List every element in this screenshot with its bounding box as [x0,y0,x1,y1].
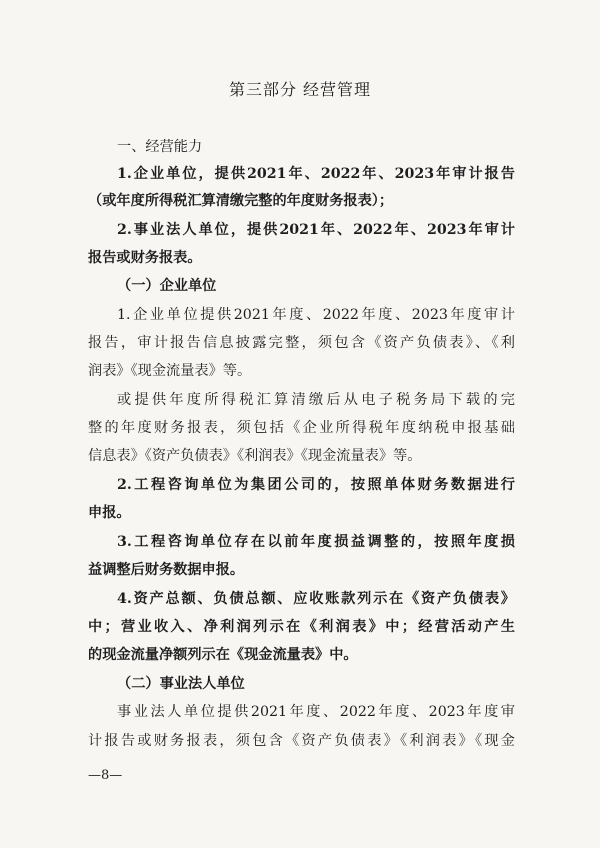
text-line: 报告，审计报告信息披露完整，须包含《资产负债表》、《利 [88,335,515,351]
section-heading: 一、经营能力 [117,139,203,155]
text-line: 报告或财务报表。 [88,250,202,266]
text-line: 信息表》《资产负债表》《利润表》《现金流量表》等。 [88,448,422,464]
text-line: 或提供年度所得税汇算清缴后从电子税务局下载的完 [117,392,515,408]
subsection-heading: （一）企业单位 [117,278,217,294]
text-line: （或年度所得税汇算清缴完整的年度财务报表）； [88,193,394,209]
text-line: 4.资产总额、负债总额、应收账款列示在《资产负债表》 [117,591,515,607]
text-line: 2.事业法人单位，提供2021年、2022年、2023年审计 [117,222,515,238]
text-line: 1.企业单位提供2021年度、2022年度、2023年度审计 [117,307,515,323]
text-line: 3.工程咨询单位存在以前年度损益调整的，按照年度损 [117,534,515,550]
page-title: 第三部分 经营管理 [228,80,372,99]
text-line: 的现金流量净额列示在《现金流量表》中。 [88,647,358,663]
text-line: 1.企业单位，提供2021年、2022年、2023年审计报告 [117,166,515,182]
text-line: 中；营业收入、净利润列示在《利润表》中；经营活动产生 [88,619,515,635]
text-line: 益调整后财务数据申报。 [88,562,245,578]
text-line: 申报。 [88,505,131,521]
text-line: 计报告或财务报表，须包含《资产负债表》《利润表》《现金 [88,733,515,749]
text-line: 事业法人单位提供2021年度、2022年度、2023年度审 [117,704,515,720]
text-line: 润表》《现金流量表》等。 [88,363,252,379]
text-line: 2.工程咨询单位为集团公司的，按照单体财务数据进行 [117,477,515,493]
text-line: 整的年度财务报表，须包括《企业所得税年度纳税申报基础 [88,420,515,436]
subsection-heading: （二）事业法人单位 [117,676,245,692]
page-number: —8— [88,768,123,783]
